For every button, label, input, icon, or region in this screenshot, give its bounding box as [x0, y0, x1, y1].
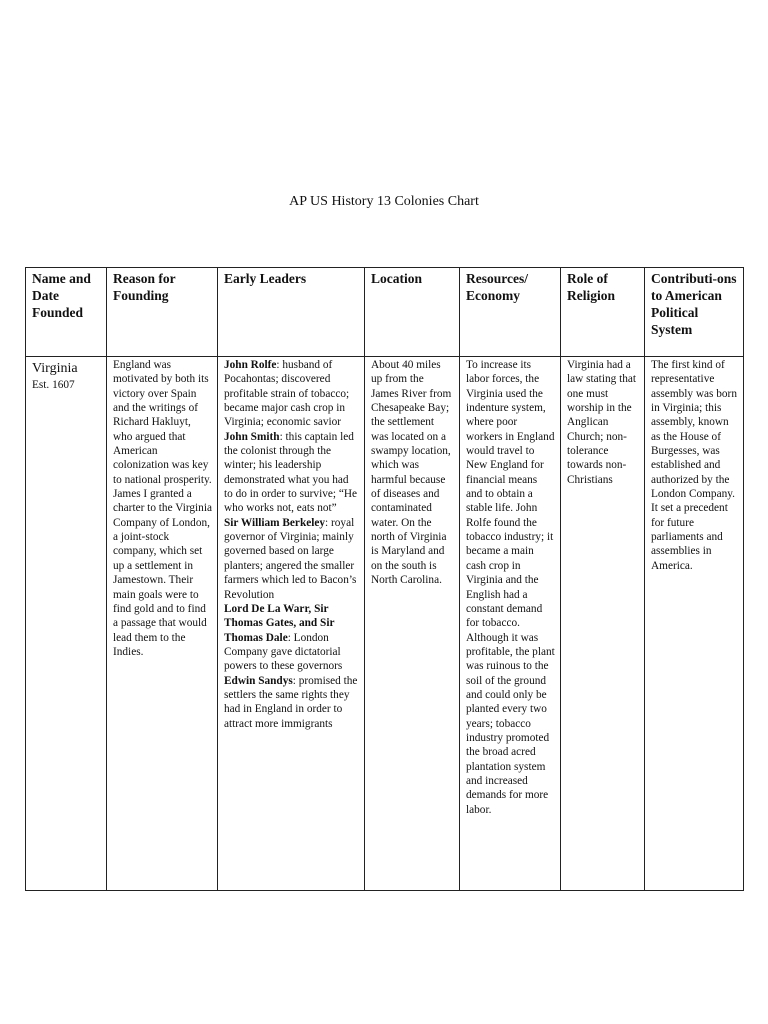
leader-name: Sir William Berkeley: [224, 516, 326, 529]
leader-name: Edwin Sandys: [224, 674, 293, 687]
column-header: Early Leaders: [218, 268, 365, 357]
leader-entry: [224, 516, 359, 602]
leader-entry: [224, 602, 359, 674]
leader-name: John Smith: [224, 430, 280, 443]
colony-name: Virginia: [32, 361, 78, 376]
religion-cell: Virginia had a law stating that one must worship in the Anglican Church; non-tolerance towards non-Christians: [561, 357, 645, 891]
reason-cell: England was motivated by both its victory over Spain and the writings of Richard Hakluyt, who argued that American colonization was key to national prosperity. James I granted a charter to the Virginia Company of London, a joint-stock company, which set up a settlement in Jamestown. Their main goals were to find gold and to find a passage that would lead them to the Indies.: [107, 357, 218, 891]
column-header: Location: [365, 268, 460, 357]
column-header: Name and Date Founded: [26, 268, 107, 357]
leader-entry: [224, 358, 359, 430]
colony-established: Est. 1607: [32, 379, 75, 391]
leader-entry: [224, 674, 359, 731]
column-header: Role of Religion: [561, 268, 645, 357]
page-title: AP US History 13 Colonies Chart: [289, 194, 479, 209]
name-cell: [26, 357, 107, 891]
leader-description: : husband of Pocahontas; discovered profitable strain of tobacco; became major cash crop in Virginia; economic savior: [224, 359, 350, 429]
column-header: Resources/ Economy: [460, 268, 561, 357]
leader-description: : promised the settlers the same rights they had in England in order to attract more immigrants: [224, 674, 358, 730]
leader-name: Lord De La Warr, Sir Thomas Gates, and Sir Thomas Dale: [224, 602, 335, 644]
column-header: Reason for Founding: [107, 268, 218, 357]
leader-entry: [224, 430, 359, 516]
leader-description: : London Company gave dictatorial powers to these governors: [224, 631, 343, 673]
economy-cell: To increase its labor forces, the Virginia used the indenture system, where poor workers in England would travel to New England for financial means and to obtain a stable life. John Rolfe found the tobacco industry; it became a main cash crop in Virginia and the English had a constant demand for tobacco. Although it was profitable, the plant was ruinous to the soil of the ground and could only be planted every two years; tobacco industry promoted the broad acred plantation system and increased demands for more labor.: [460, 357, 561, 891]
column-header: Contributi-ons to American Political System: [645, 268, 744, 357]
colonies-table: [25, 267, 744, 891]
leader-description: : this captain led the colonist through the winter; his leadership demonstrated what you had to do in order to survive; “He who works not, eats not”: [224, 430, 358, 515]
contributions-cell: The first kind of representative assembly was born in Virginia; this assembly, known as the House of Burgesses, was established and authorized by the London Company. It set a precedent for future parliaments and assemblies in America.: [645, 357, 744, 891]
table-row: [26, 357, 744, 891]
leader-description: : royal governor of Virginia; mainly governed based on large planters; angered the smaller farmers which led to Bacon’s Revolution: [224, 516, 357, 601]
leaders-cell: [218, 357, 365, 891]
location-cell: About 40 miles up from the James River from Chesapeake Bay; the settlement was located on a swampy location, which was harmful because of diseases and contaminated water. On the north of Virginia is Maryland and on the south is North Carolina.: [365, 357, 460, 891]
table-header-row: [26, 268, 744, 357]
leader-name: John Rolfe: [224, 359, 277, 371]
